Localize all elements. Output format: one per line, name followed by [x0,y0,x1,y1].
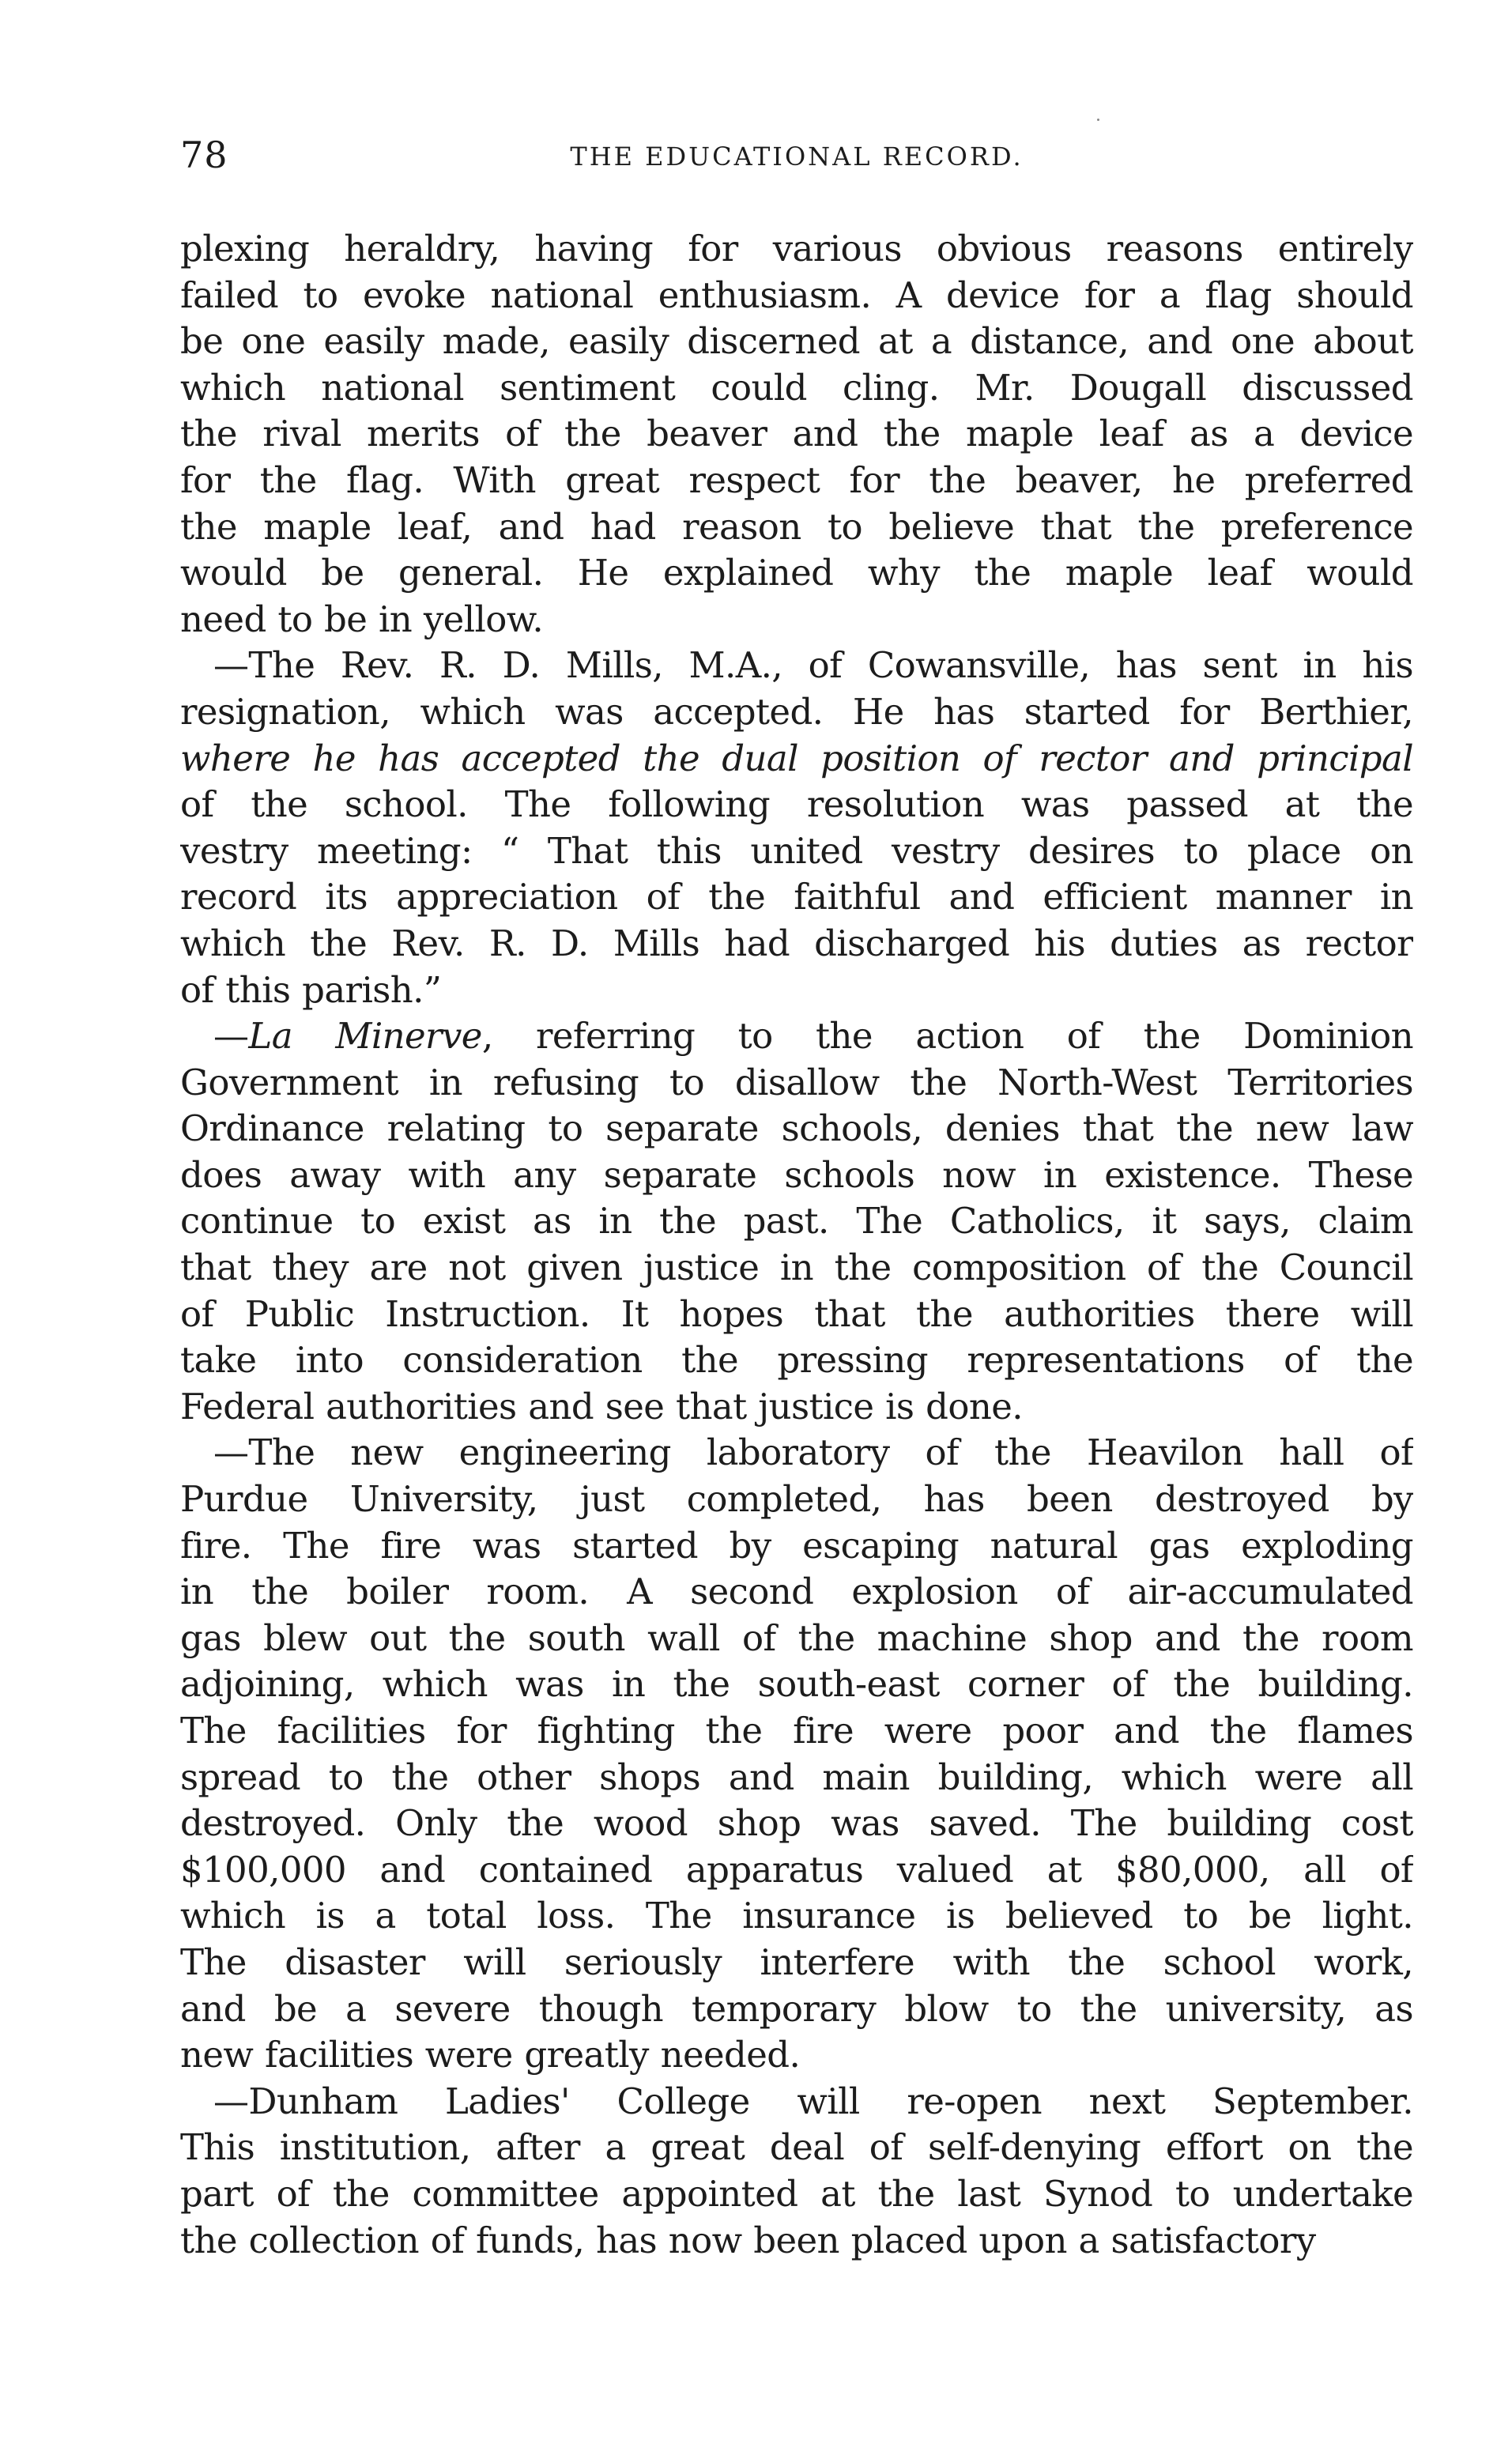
text-line: Ordinance relating to separate schools, denies that the new law [180,1107,1413,1150]
text-line: take into consideration the pressing representations of the [180,1339,1413,1382]
text-line: would be general. He explained why the maple leaf would [180,552,1413,594]
text-line: Purdue University, just completed, has been destroyed by [180,1478,1413,1521]
text-line: plexing heraldry, having for various obvious reasons entirely [180,228,1413,270]
text-line: need to be in yellow. [180,598,544,640]
text-line: The facilities for fighting the fire were poor and the flames [180,1710,1413,1752]
text-line: and be a severe though temporary blow to the university, as [180,1987,1413,2030]
text-line: fire. The fire was started by escaping natural gas exploding [180,1524,1413,1567]
text-line: of the school. The following resolution was passed at the [180,783,1413,826]
article-body [180,226,1413,2264]
text-line: the rival merits of the beaver and the maple leaf as a device [180,413,1413,455]
text-line: This institution, after a great deal of self-denying effort on the [180,2126,1413,2169]
text-line: —The new engineering laboratory of the Heavilon hall of [213,1431,1413,1474]
paragraph [180,1430,1413,2078]
text-line: —Dunham Ladies' College will re-open next September. [213,2080,1413,2122]
text-line: spread to the other shops and main building, which were all [180,1756,1413,1798]
text-line: which is a total loss. The insurance is believed to be light. [180,1895,1413,1937]
paragraph [180,2079,1413,2264]
text-line: the maple leaf, and had reason to believe that the preference [180,505,1413,548]
text-line: record its appreciation of the faithful and efficient manner in [180,876,1413,918]
paragraph [180,643,1413,1013]
text-line: Federal authorities and see that justice is done. [180,1385,1023,1428]
text-line: continue to exist as in the past. The Catholics, it says, claim [180,1200,1413,1243]
text-line: new facilities were greatly needed. [180,2034,801,2076]
text-line: gas blew out the south wall of the machine shop and the room [180,1616,1413,1659]
text-line: Government in refusing to disallow the North-West Territories [180,1061,1413,1103]
text-line: vestry meeting: “ That this united vestry desires to place on [180,829,1413,872]
text-line: —La Minerve, referring to the action of the Dominion [213,1015,1413,1058]
text-line: part of the committee appointed at the last Synod to undertake [180,2172,1413,2215]
text-line: which the Rev. R. D. Mills had discharged his duties as rector [180,922,1413,964]
text-line: of this parish.” [180,968,442,1011]
text-line: $100,000 and contained apparatus valued at $80,000, all of [180,1848,1413,1891]
text-line: failed to evoke national enthusiasm. A device for a flag should [180,273,1413,316]
text-line: of Public Instruction. It hopes that the authorities there will [180,1292,1413,1335]
text-line: destroyed. Only the wood shop was saved. The building cost [180,1802,1413,1845]
paragraph [180,226,1413,643]
print-speck [1097,119,1099,121]
running-title: THE EDUCATIONAL RECORD. [570,141,1024,172]
paragraph [180,1013,1413,1430]
text-line: does away with any separate schools now in existence. These [180,1153,1413,1196]
text-line: the collection of funds, has now been placed upon a satisfactory [180,2219,1316,2261]
text-line: for the flag. With great respect for the beaver, he preferred [180,458,1413,501]
text-line: be one easily made, easily discerned at a distance, and one about [180,320,1413,363]
text-line: adjoining, which was in the south-east corner of the building. [180,1663,1413,1706]
text-line: that they are not given justice in the composition of the Council [180,1246,1413,1289]
text-line: The disaster will seriously interfere with the school work, [180,1940,1413,1983]
page-number: 78 [180,134,228,176]
text-line: where he has accepted the dual position of rector and principal [180,737,1413,779]
text-line: resignation, which was accepted. He has started for Berthier, [180,690,1413,733]
publication-title: La Minerve [248,1015,482,1058]
text-line: —The Rev. R. D. Mills, M.A., of Cowansville, has sent in his [213,644,1413,687]
text-line: in the boiler room. A second explosion of air-accumulated [180,1571,1413,1613]
text-line: which national sentiment could cling. Mr. Dougall discussed [180,366,1413,409]
page-header [180,133,1413,188]
